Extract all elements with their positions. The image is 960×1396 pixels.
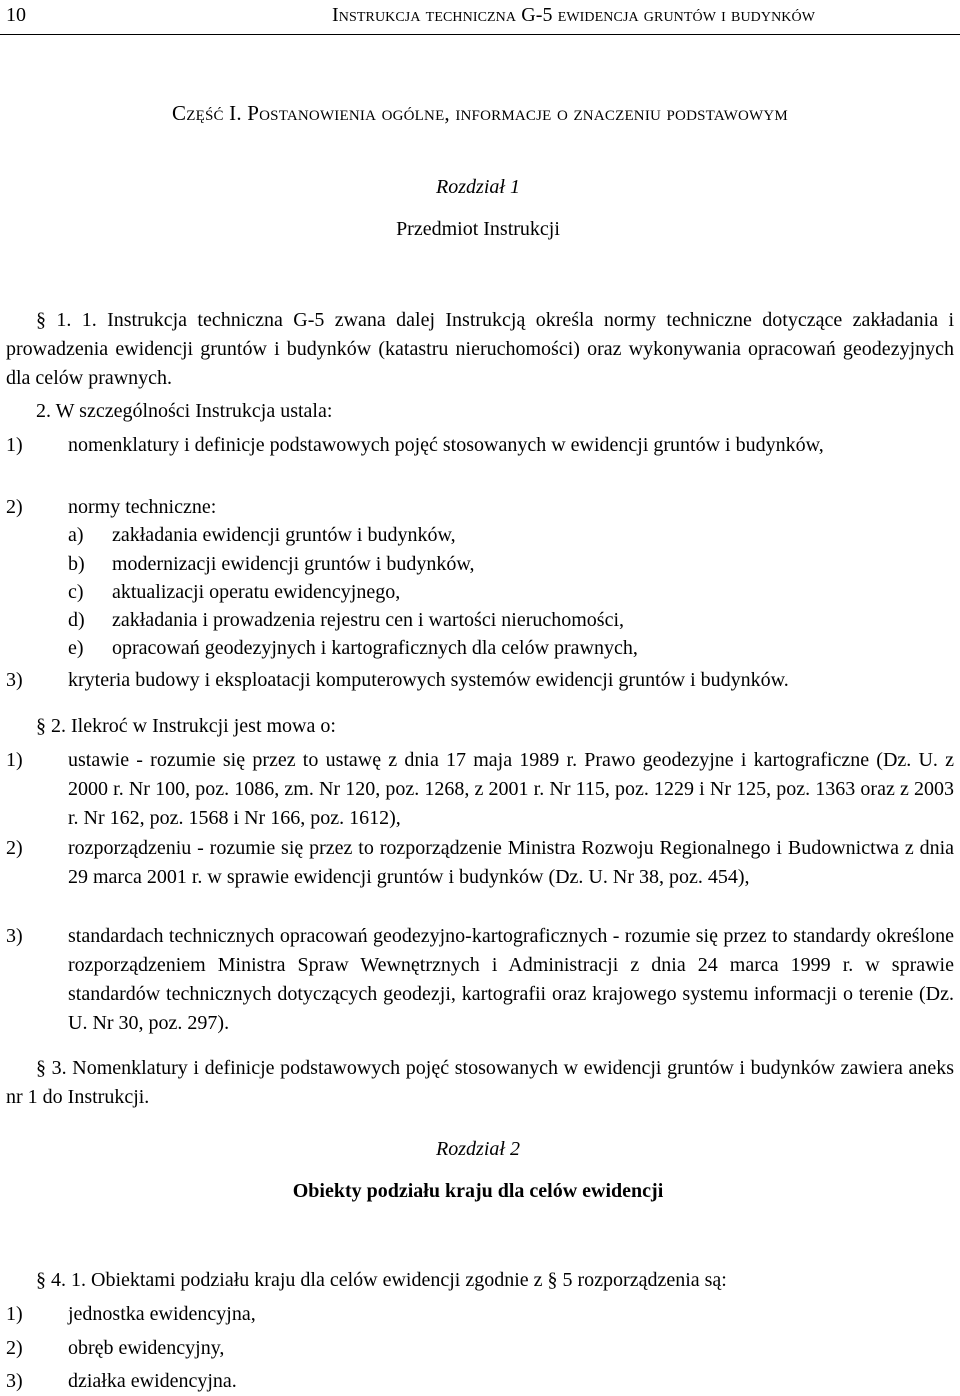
paragraph-2-intro: § 2. Ilekroć w Instrukcji jest mowa o: [36, 715, 336, 737]
sub-list-item-label: a) [68, 524, 84, 546]
list-item-text: nomenklatury i definicje podstawowych pojęć stosowanych w ewidencji gruntów i budynków, [68, 434, 824, 456]
list-item [6, 666, 954, 695]
sub-list-item-text: modernizacji ewidencji gruntów i budynków, [112, 553, 475, 575]
sub-list-item-label: c) [68, 581, 84, 603]
chapter-1-title: Przedmiot Instrukcji [396, 218, 560, 240]
list-item-label: 1) [6, 749, 23, 771]
paragraph-1-2: 2. W szczególności Instrukcja ustala: [36, 400, 333, 422]
sub-list-item [68, 550, 475, 579]
list-item [6, 1300, 954, 1329]
list-item [6, 922, 954, 1038]
list-item-text: jednostka ewidencyjna, [68, 1303, 256, 1325]
list-item [6, 746, 954, 833]
list-item-text: ustawie - rozumie się przez to ustawę z dnia 17 maja 1989 r. Prawo geodezyjne i kartograficzne (Dz. U. z 2000 r. Nr 100, poz. 1086, zm. Nr 120, poz. 1268, z 2001 r. Nr 115, poz. 1229 i Nr 125, poz. 1363 oraz z 2003 r. Nr 162, poz. 1568 i Nr 166, poz. 1612), [68, 749, 954, 829]
chapter-2-title: Obiekty podziału kraju dla celów ewidencji [292, 1180, 664, 1202]
sub-list-item [68, 634, 638, 663]
list-item-text: standardach technicznych opracowań geodezyjno-kartograficznych - rozumie się przez to standardy określone rozporządzeniem Ministra Spraw Wewnętrznych i Administracji z dnia 24 marca 1999 r. w sprawie standardów technicznych dotyczących geodezji, kartografii oraz krajowego systemu informacji o terenie (Dz. U. Nr 30, poz. 297). [68, 925, 954, 1034]
list-item [6, 834, 954, 892]
sub-list-item [68, 521, 456, 550]
paragraph-3: § 3. Nomenklatury i definicje podstawowych pojęć stosowanych w ewidencji gruntów i budynków zawiera aneks nr 1 do Instrukcji. [6, 1057, 954, 1108]
header-rule [0, 34, 960, 35]
sub-list-item-text: zakładania i prowadzenia rejestru cen i wartości nieruchomości, [112, 609, 625, 631]
paragraph-1-1: § 1. 1. Instrukcja techniczna G-5 zwana dalej Instrukcją określa normy techniczne dotyczące zakładania i prowadzenia ewidencji gruntów i budynków (katastru nieruchomości) oraz wykonywania opracowań geodezyjnych dla celów prawnych. [6, 309, 954, 389]
chapter-1-label: Rozdział 1 [436, 176, 520, 198]
list-item [6, 493, 954, 522]
sub-list-item-label: d) [68, 609, 85, 631]
list-item-label: 1) [6, 434, 23, 456]
sub-list-item [68, 578, 400, 607]
list-item-label: 3) [6, 925, 23, 947]
sub-list-item-text: zakładania ewidencji gruntów i budynków, [112, 524, 456, 546]
list-item-label: 3) [6, 1370, 23, 1392]
list-item [6, 431, 954, 460]
part-title: Część I. Postanowienia ogólne, informacje o znaczeniu podstawowym [172, 101, 788, 125]
sub-list-item [68, 606, 624, 635]
list-item-label: 2) [6, 837, 23, 859]
list-item-text: obręb ewidencyjny, [68, 1337, 225, 1359]
sub-list-item-text: aktualizacji operatu ewidencyjnego, [112, 581, 401, 603]
running-title: Instrukcja techniczna G-5 ewidencja gruntów i budynków [332, 4, 816, 26]
list-item-text: rozporządzeniu - rozumie się przez to rozporządzenie Ministra Rozwoju Regionalnego i Budownictwa z dnia 29 marca 2001 r. w sprawie ewidencji gruntów i budynków (Dz. U. Nr 38, poz. 454), [68, 837, 954, 888]
list-item-text: kryteria budowy i eksploatacji komputerowych systemów ewidencji gruntów i budynków. [68, 669, 789, 691]
list-item-text: normy techniczne: [68, 496, 217, 518]
sub-list-item-label: e) [68, 637, 84, 659]
list-item [6, 1367, 954, 1396]
list-item-label: 2) [6, 496, 23, 518]
list-item [6, 1334, 954, 1363]
sub-list-item-label: b) [68, 553, 85, 575]
paragraph-4-intro: § 4. 1. Obiektami podziału kraju dla celów ewidencji zgodnie z § 5 rozporządzenia są: [36, 1269, 727, 1291]
chapter-2-label: Rozdział 2 [436, 1138, 520, 1160]
list-item-label: 2) [6, 1337, 23, 1359]
sub-list-item-text: opracowań geodezyjnych i kartograficznych dla celów prawnych, [112, 637, 638, 659]
list-item-label: 3) [6, 669, 23, 691]
list-item-label: 1) [6, 1303, 23, 1325]
list-item-text: działka ewidencyjna. [68, 1370, 237, 1392]
page-number: 10 [6, 4, 26, 26]
